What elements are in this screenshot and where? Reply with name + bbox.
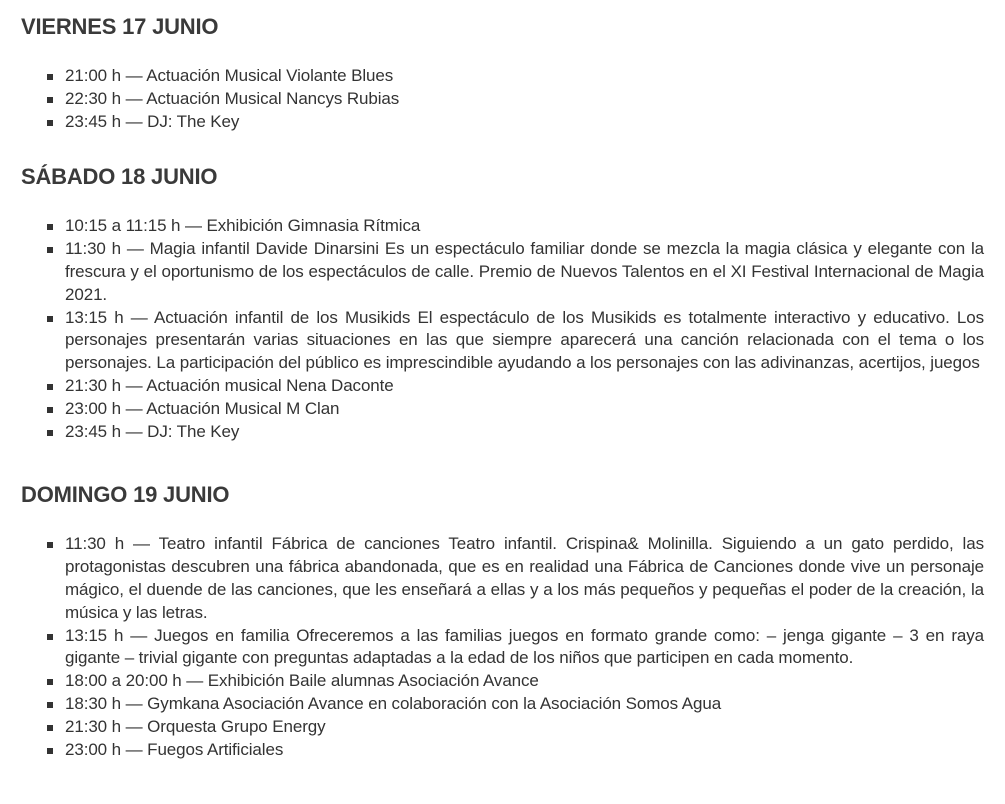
list-item: [65, 65, 984, 88]
bullet-icon: [47, 748, 53, 754]
list-item: [65, 238, 984, 306]
event-text: 21:00 h — Actuación Musical Violante Blues: [65, 66, 394, 85]
list-item: [65, 375, 984, 398]
bullet-icon: [47, 120, 53, 126]
list-item: [65, 307, 984, 375]
event-text: 23:00 h — Actuación Musical M Clan: [65, 398, 340, 418]
event-text: 21:30 h — Actuación musical Nena Daconte: [65, 375, 394, 395]
event-text: 21:30 h — Orquesta Grupo Energy: [65, 716, 326, 736]
list-item: [65, 88, 984, 111]
day-title: VIERNES 17 JUNIO: [21, 14, 219, 39]
list-item: [65, 739, 984, 762]
bullet-icon: [47, 97, 53, 103]
bullet-icon: [47, 634, 53, 640]
event-text: 13:15 h — Juegos en familia Ofreceremos a las familias juegos en formato grande como: – jenga gigante – 3 en raya gigante – trivial gigante con preguntas adaptadas a la edad de los niños que participen en cada momento.: [65, 625, 984, 668]
bullet-icon: [47, 679, 53, 685]
list-item: [65, 111, 984, 134]
list-item: [65, 670, 984, 693]
bullet-icon: [47, 430, 53, 436]
event-text: 18:00 a 20:00 h — Exhibición Baile alumnas Asociación Avance: [65, 671, 539, 691]
bullet-icon: [47, 702, 53, 708]
day-section-sabado: [21, 133, 984, 443]
day-title: DOMINGO 19 JUNIO: [21, 482, 230, 508]
event-list: [21, 215, 984, 443]
list-item: [65, 215, 984, 238]
day-section-viernes: [21, 0, 984, 133]
event-text: 18:30 h — Gymkana Asociación Avance en colaboración con la Asociación Somos Agua: [65, 693, 722, 713]
list-item: [65, 398, 984, 421]
event-text: 11:30 h — Magia infantil Davide Dinarsini Es un espectáculo familiar donde se mezcla la magia clásica y elegante con la frescura y el oportunismo de los espectáculos de calle. Premio de Nuevos Talentos en el XI Festival Internacional de Magia 2021.: [65, 239, 984, 304]
day-title: SÁBADO 18 JUNIO: [21, 164, 218, 190]
list-item: [65, 625, 984, 671]
bullet-icon: [47, 74, 53, 80]
bullet-icon: [47, 407, 53, 413]
list-item: [65, 716, 984, 739]
event-text: 23:00 h — Fuegos Artificiales: [65, 739, 284, 759]
bullet-icon: [47, 316, 53, 322]
bullet-icon: [47, 247, 53, 253]
event-text: 11:30 h — Teatro infantil Fábrica de canciones Teatro infantil. Crispina& Molinilla. Siguiendo a un gato perdido, las protagonistas descubren una fábrica abandonada, que es en realidad una Fábrica de Canciones donde vive un personaje mágico, el duende de las canciones, que les enseñará a ellas y a los más pequeños y pequeñas el poder de la creación, la música y las letras.: [65, 534, 984, 622]
bullet-icon: [47, 725, 53, 731]
event-text: 13:15 h — Actuación infantil de los Musikids El espectáculo de los Musikids es totalmente interactivo y educativo. Los personajes presentarán varias situaciones en las que siempre aparecerá una canción relacionada con el tema o los personajes. La participación del público es imprescindible ayudando a los personajes con las adivinanzas, acertijos, juegos: [65, 307, 984, 373]
bullet-icon: [47, 224, 53, 230]
event-text: 23:45 h — DJ: The Key: [65, 421, 240, 441]
bullet-icon: [47, 384, 53, 390]
list-item: [65, 421, 984, 444]
event-text: 10:15 a 11:15 h — Exhibición Gimnasia Rítmica: [65, 216, 421, 236]
day-section-domingo: [21, 443, 984, 761]
bullet-icon: [47, 542, 53, 548]
list-item: [65, 693, 984, 716]
event-text: 22:30 h — Actuación Musical Nancys Rubias: [65, 88, 400, 108]
list-item: [65, 533, 984, 624]
event-text: 23:45 h — DJ: The Key: [65, 111, 240, 131]
event-list: [21, 533, 984, 761]
event-list: [21, 65, 984, 133]
